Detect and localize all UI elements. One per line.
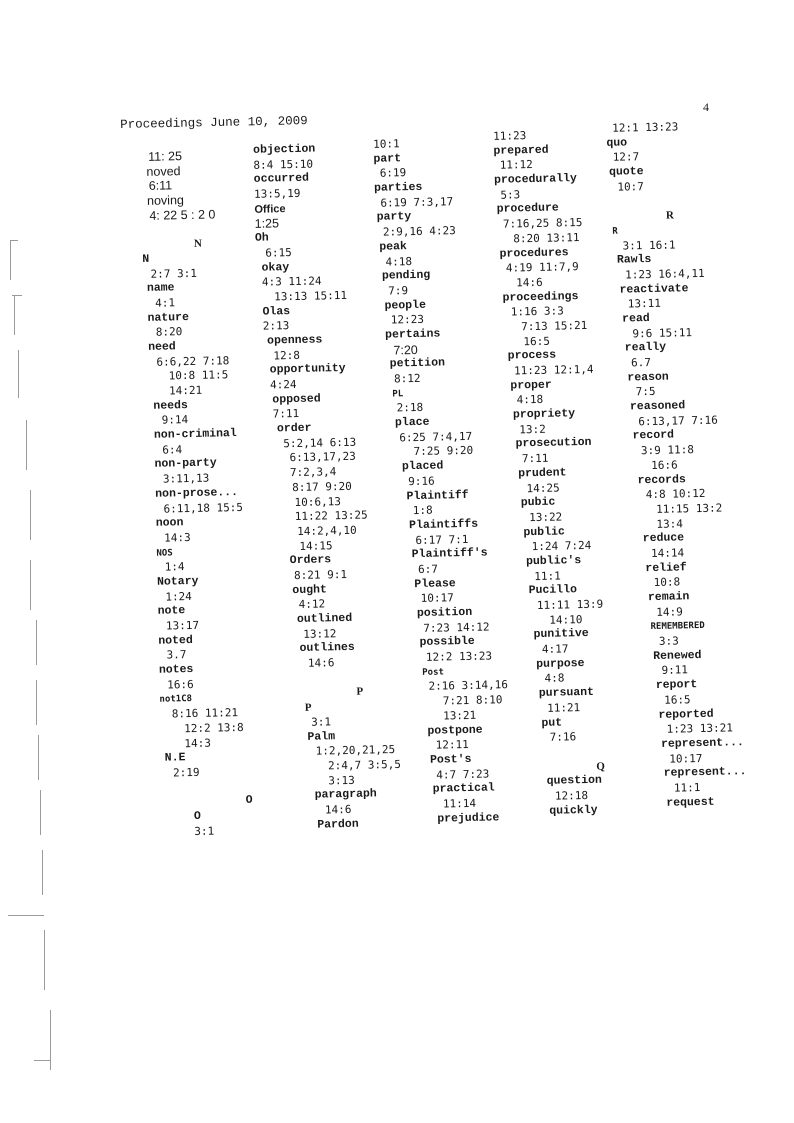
index-term: process: [507, 348, 557, 363]
page-line-refs: 10:17: [420, 591, 454, 606]
page-line-refs: 10:6,13: [294, 494, 341, 509]
index-term: quote: [608, 165, 644, 179]
page-line-refs: 13:5,19: [253, 186, 301, 201]
page-line-refs: 3:9 11:8: [640, 443, 695, 458]
page-line-refs: 11:1: [673, 780, 701, 795]
page-line-refs: 2:18: [396, 401, 424, 415]
page-line-refs: 12:7: [612, 150, 640, 165]
page-line-refs: 6:17 7:1: [415, 532, 469, 547]
index-column: [600, 119, 756, 812]
page-line-refs: 14:9: [656, 605, 683, 619]
page-line-refs: 7:11: [272, 407, 300, 421]
index-term: prudent: [518, 466, 567, 481]
page-line-refs: 7:13 15:21: [520, 318, 588, 334]
index-text: noving: [146, 193, 185, 208]
index-term: prepared: [493, 143, 549, 158]
page-line-refs: 6.7: [630, 355, 652, 370]
index-term: ought: [292, 583, 327, 597]
index-term: opposed: [272, 392, 321, 407]
page-line-refs: 16:5: [663, 693, 691, 707]
page-line-refs: 14:25: [526, 481, 560, 495]
page-line-refs: 10:7: [617, 179, 644, 194]
page-line-refs: 8:21 9:1: [293, 567, 348, 583]
page-line-refs: 7:5: [635, 385, 656, 399]
page-line-refs: 13:12: [303, 626, 337, 641]
page-line-refs: 14:14: [650, 546, 685, 560]
index-term: Oh: [254, 231, 269, 245]
page-line-refs: 1:24 7:24: [531, 539, 592, 554]
page-line-refs: 10:8 11:5: [168, 368, 229, 383]
page-number: 4: [703, 100, 709, 114]
page-line-refs: 11:23 12:1,4: [513, 362, 594, 378]
index-term: public: [523, 524, 565, 539]
index-term: Office: [254, 202, 286, 216]
page-line-refs: 4:12: [298, 597, 326, 612]
index-term: name: [146, 281, 175, 296]
page-line-refs: 3:11,13: [162, 471, 210, 486]
page-line-refs: 9:11: [661, 663, 689, 678]
page-line-refs: 11:22 13:25: [294, 508, 368, 524]
section-letter: P: [304, 701, 312, 714]
index-term: represent...: [660, 735, 744, 751]
page-line-refs: 6:13,17,23: [289, 450, 356, 465]
page-line-refs: 7:25 9:20: [413, 444, 474, 459]
section-letter: Q: [596, 760, 606, 773]
index-term: propriety: [512, 407, 576, 422]
index-term: Post: [422, 667, 444, 678]
page-line-refs: 13:21: [442, 708, 477, 723]
index-term: note: [157, 604, 186, 619]
index-term: procedurally: [493, 172, 578, 187]
page-line-refs: 8:20 13:11: [513, 230, 580, 246]
index-term: report: [655, 678, 698, 693]
page-line-refs: 5:2,14 6:13: [283, 435, 357, 451]
index-term: records: [637, 472, 686, 487]
index-term: non-criminal: [153, 427, 237, 442]
index-term: procedure: [496, 201, 559, 217]
page-line-refs: 3.7: [166, 648, 187, 662]
page-line-refs: 7:16,25 8:15: [502, 216, 583, 231]
page-line-refs: 14:10: [549, 612, 583, 627]
page-line-refs: 8:12: [393, 371, 421, 386]
index-term: openness: [266, 333, 323, 348]
page-line-refs: 1:4: [164, 560, 185, 574]
index-term: purpose: [536, 656, 585, 671]
page-line-refs: 12:2 13:23: [425, 649, 493, 664]
page-line-refs: 16:6: [651, 458, 678, 472]
page-line-refs: 6:7: [417, 562, 439, 576]
index-text: 7:20: [393, 342, 418, 358]
index-term: Renewed: [653, 648, 702, 663]
page-line-refs: 1:8: [412, 503, 433, 518]
index-text: 4: 22 5 : 2 0: [149, 207, 216, 223]
index-term: prosecution: [515, 436, 592, 451]
page-line-refs: 12:23: [390, 313, 425, 327]
page-line-refs: 13:17: [165, 618, 200, 633]
page-line-refs: 14:15: [299, 538, 333, 553]
page-line-refs: 16:5: [523, 334, 551, 348]
page-line-refs: 3:1: [310, 715, 332, 729]
index-term: pubic: [520, 495, 556, 510]
page-line-refs: 8:16 11:21: [171, 706, 239, 721]
page-line-refs: 14:6: [516, 275, 543, 290]
index-term: non-prose...: [155, 485, 239, 501]
index-term: request: [666, 795, 715, 810]
page-header: Proceedings June 10, 2009: [120, 114, 308, 132]
index-term: remain: [647, 590, 690, 605]
page-line-refs: 7:11: [521, 451, 549, 466]
index-term: O: [193, 809, 202, 823]
page-line-refs: 6:19 7:3,17: [380, 194, 454, 210]
index-term: reduce: [642, 531, 685, 546]
binding-edge-marks: [0, 0, 60, 1123]
page-line-refs: 16:6: [167, 677, 194, 692]
index-term: possible: [419, 635, 475, 650]
page-line-refs: 4:18: [516, 393, 544, 407]
index-term: reactivate: [619, 281, 689, 297]
page-line-refs: 7:16: [549, 730, 577, 744]
page-line-refs: 11:11 13:9: [536, 597, 604, 613]
page-line-refs: 4:24: [269, 377, 297, 392]
page-line-refs: 1:23 13:21: [666, 721, 734, 736]
index-term: place: [394, 415, 430, 430]
index-term: PL: [392, 388, 404, 400]
section-letter: R: [665, 209, 675, 222]
page-line-refs: 13:22: [528, 510, 563, 525]
index-term: REMEMBERED: [650, 621, 705, 633]
index-term: outlined: [296, 611, 353, 627]
index-term: petition: [389, 356, 446, 371]
index-term: O: [245, 794, 253, 808]
index-term: Plaintiffs: [408, 517, 479, 533]
page-line-refs: 7:21 8:10: [442, 693, 503, 708]
index-term: Plaintiff's: [411, 546, 488, 562]
index-term: Palm: [307, 729, 336, 744]
index-term: pertains: [384, 327, 441, 342]
index-term: need: [147, 340, 176, 354]
page-line-refs: 1:16 3:3: [510, 304, 564, 319]
index-term: Pucillo: [528, 583, 578, 598]
index-term: okay: [261, 260, 290, 275]
page-line-refs: 14:6: [324, 802, 352, 817]
index-term: reasoned: [629, 399, 686, 414]
page-line-refs: 11:23: [492, 129, 527, 143]
index-text: 6:11: [148, 178, 173, 194]
index-term: people: [384, 298, 427, 313]
page-line-refs: 14:6: [307, 656, 335, 670]
index-term: opportunity: [269, 362, 346, 377]
page-line-refs: 11:15 13:2: [655, 501, 723, 516]
index-term: peak: [379, 239, 408, 254]
section-letter: P: [356, 686, 364, 699]
index-term: Notary: [156, 574, 199, 589]
page-line-refs: 1:23 16:4,11: [625, 266, 705, 282]
index-term: Orders: [289, 553, 332, 568]
index-term: pending: [381, 268, 431, 283]
index-term: paragraph: [314, 787, 377, 802]
index-term: relief: [645, 560, 687, 575]
index-term: part: [373, 151, 402, 166]
page-line-refs: 8:17 9:20: [292, 479, 352, 494]
page-line-refs: 10:8: [653, 575, 681, 590]
index-term: quo: [606, 136, 628, 150]
index-term: position: [416, 605, 473, 621]
index-term: punitive: [533, 627, 589, 642]
index-term: practical: [432, 781, 495, 796]
index-term: Plaintiff: [406, 488, 469, 503]
page-line-refs: 9:16: [408, 474, 435, 488]
page-line-refs: 9:6 15:11: [632, 325, 693, 340]
page-line-refs: 3:1 16:1: [622, 237, 676, 253]
page-line-refs: 6:11,18 15:5: [163, 500, 244, 516]
page-line-refs: 4:19 11:7,9: [505, 260, 579, 275]
page-line-refs: 6:19: [379, 166, 407, 181]
page-line-refs: 5:3: [500, 188, 521, 202]
page-line-refs: 11:1: [534, 569, 561, 583]
page-line-refs: 10:17: [669, 751, 703, 766]
page-line-refs: 12:18: [554, 788, 589, 803]
index-term: NOS: [156, 547, 173, 559]
page-line-refs: 4:3 11:24: [261, 274, 322, 289]
index-term: notes: [158, 663, 194, 677]
page-line-refs: 10:1: [372, 137, 400, 151]
index-term: really: [624, 340, 667, 355]
page-line-refs: 11:21: [546, 700, 581, 715]
index-term: occurred: [253, 172, 310, 187]
index-term: not1C8: [159, 694, 193, 706]
page-line-refs: 2:7 3:1: [150, 266, 198, 281]
index-term: party: [376, 210, 412, 225]
page-line-refs: 3:13: [328, 773, 355, 787]
page-line-refs: 2:13: [262, 319, 290, 333]
page-line-refs: 11:12: [499, 158, 534, 173]
page-line-refs: 4:17: [541, 642, 569, 656]
index-term: put: [541, 716, 563, 730]
index-term: noted: [158, 633, 193, 648]
page-line-refs: 7:9: [388, 284, 409, 298]
index-term: nature: [147, 310, 190, 325]
index-term: proper: [510, 378, 552, 393]
index-term: Olas: [262, 304, 291, 319]
page-line-refs: 14:21: [168, 383, 203, 398]
index-term: non-party: [154, 456, 217, 472]
index-term: represent...: [663, 765, 747, 781]
page-line-refs: 4:18: [385, 254, 413, 269]
page-line-refs: 12:2 13:8: [183, 720, 244, 736]
page-line-refs: 3:3: [658, 634, 679, 648]
index-term: placed: [401, 459, 444, 474]
index-term: N: [142, 252, 150, 266]
page-line-refs: 2:19: [172, 765, 200, 780]
index-text: 1:25: [254, 216, 280, 232]
page-line-refs: 2:4,7 3:5,5: [327, 757, 402, 773]
index-text: 11: 25: [147, 149, 183, 164]
page-line-refs: 14:3: [184, 736, 212, 750]
index-term: needs: [153, 398, 189, 413]
index-term: reason: [627, 370, 669, 385]
index-term: reported: [658, 707, 714, 722]
index-term: parties: [373, 180, 423, 195]
index-term: Post's: [429, 752, 472, 767]
page-line-refs: 13:4: [656, 516, 684, 531]
page-line-refs: 7:2,3,4: [289, 465, 337, 480]
index-term: record: [632, 428, 675, 443]
page-line-refs: 11:14: [442, 796, 477, 811]
index-term: order: [276, 421, 312, 436]
section-letter: N: [193, 237, 203, 251]
page-line-refs: 6:4: [162, 442, 183, 457]
index-text: noved: [146, 163, 181, 179]
index-term: objection: [252, 142, 316, 157]
page-line-refs: 12:8: [273, 348, 301, 363]
page-line-refs: 2:16 3:14,16: [428, 678, 509, 694]
page-line-refs: 1:2,20,21,25: [315, 743, 396, 758]
index-term: noon: [155, 516, 184, 530]
index-term: procedures: [499, 245, 569, 261]
index-term: outlines: [299, 641, 355, 656]
page-line-refs: 14:2,4,10: [296, 523, 357, 538]
page-line-refs: 9:14: [161, 413, 189, 427]
page-line-refs: 6:15: [265, 245, 292, 260]
page-line-refs: 4:8 10:12: [645, 487, 706, 502]
page-line-refs: 6:6,22 7:18: [156, 353, 230, 369]
page-line-refs: 13:13 15:11: [274, 288, 348, 304]
page-line-refs: 14:3: [163, 530, 191, 545]
index-term: question: [546, 773, 603, 789]
page-line-refs: 4:7 7:23: [436, 767, 490, 782]
page-line-refs: 8:4 15:10: [253, 157, 314, 172]
page-line-refs: 6:25 7:4,17: [399, 429, 473, 445]
page-line-refs: 6:13,17 7:16: [638, 413, 718, 429]
index-term: prejudice: [437, 810, 500, 826]
page-line-refs: 13:2: [519, 422, 546, 437]
page-line-refs: 7:23 14:12: [423, 620, 490, 635]
index-term: postpone: [427, 723, 483, 738]
index-term: read: [621, 311, 650, 326]
index-term: N.E: [164, 751, 186, 765]
index-term: proceedings: [502, 289, 579, 305]
index-term: R: [612, 226, 618, 237]
index-term: Pardon: [317, 817, 359, 832]
page-line-refs: 13:11: [627, 297, 662, 311]
page-line-refs: 1:24: [165, 589, 192, 604]
page-line-refs: 4:8: [544, 671, 565, 686]
index-term: Rawls: [616, 253, 652, 267]
page-line-refs: 3:1: [194, 824, 215, 838]
index-term: pursuant: [538, 685, 595, 701]
page-line-refs: 12:11: [435, 738, 469, 752]
page-line-refs: 12:1 13:23: [611, 120, 679, 135]
index-term: public's: [525, 554, 582, 569]
page-line-refs: 8:20: [155, 325, 183, 339]
page-line-refs: 4:1: [155, 296, 176, 310]
index-term: quickly: [549, 803, 598, 818]
page-line-refs: 2:9,16 4:23: [382, 224, 456, 239]
index-term: Please: [414, 576, 456, 591]
